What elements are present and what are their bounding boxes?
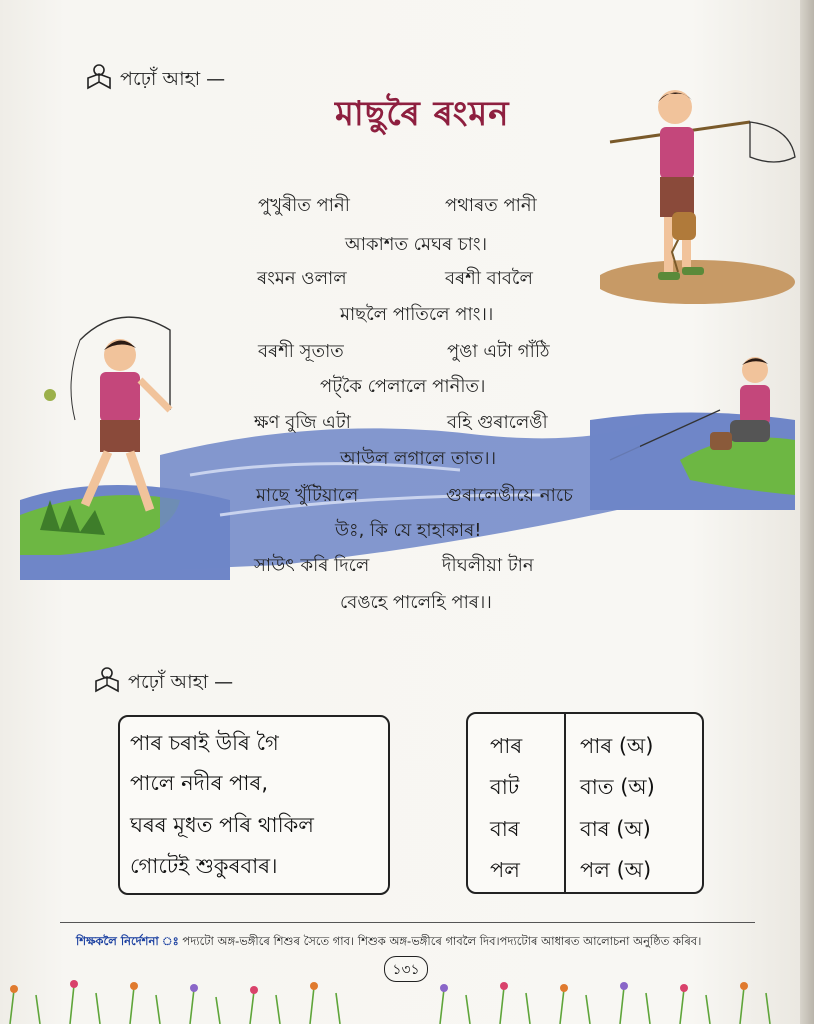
poem-line-7a: ক্ষণ বুজি এটা [254,412,351,433]
poem-line-2: আকাশত মেঘৰ চাং। [345,234,488,255]
poem-line-12: বেঙহে পালেহি পাৰ।। [340,592,492,613]
book-spine [800,0,814,1024]
verse-line-3: ঘৰৰ মূধত পৰি থাকিল [130,813,314,837]
table-cell-1b: পাৰ (অ) [580,734,654,758]
table-cell-1a: পাৰ [490,734,523,758]
verse-box [118,715,390,895]
poem-line-3b: বৰশী বাবলৈ [445,268,533,289]
verse-line-1: পাৰ চৰাই উৰি গৈ [130,731,279,755]
reading-child-icon [92,665,122,700]
poem-line-9b: গুৰালেঙীয়ে নাচে [446,485,573,506]
table-cell-3a: বাৰ [490,817,520,841]
teacher-note-label: শিক্ষকলৈ নিৰ্দেশনা ঃ [76,934,179,948]
poem-line-7b: বহি গুৰালেঙী [447,412,548,433]
table-cell-4a: পল [490,858,520,882]
teacher-note-text: পদ্যটো অঙ্গ-ভঙ্গীৰে শিশুৰ সৈতে গাব। শিশুক অঙ্গ-ভঙ্গীৰে গাবলৈ দিব।পদ্যটোৰ আধাৰত আলোচনা অনুষ্ঠিত কৰিব। [182,934,702,948]
top-heading-text: পঢ়োঁ আহা — [120,68,226,90]
boy-walking-illustration [600,82,800,307]
poem-title: মাছুৰৈ ৰংমন [335,94,510,134]
poem-line-1b: পথাৰত পানী [445,195,537,216]
second-heading-text: পঢ়োঁ আহা — [128,671,234,693]
poem-line-8: আউল লগালে তাত।। [340,448,497,469]
poem-line-9a: মাছে খুঁটিয়ালে [256,485,359,506]
page-number: ১৩১ [392,962,420,978]
poem-line-3a: ৰংমন ওলাল [257,268,347,289]
second-heading [92,665,233,700]
page-number-badge [384,956,428,982]
table-cell-2b: বাত (অ) [580,775,655,799]
poem-line-11b: দীঘলীয়া টান [442,555,534,576]
table-cell-4b: পল (অ) [580,858,652,882]
table-cell-3b: বাৰ (অ) [580,817,651,841]
poem-line-10: উঃ, কি যে হাহাকাৰ! [335,520,482,541]
word-table [466,712,704,894]
poem-line-5b: পুঙা এটা গাঁঠি [447,341,550,362]
table-divider [564,714,566,892]
poem-line-4: মাছলৈ পাতিলে পাং।। [340,304,494,325]
poem-line-1a: পুখুৰীত পানী [258,195,350,216]
verse-line-4: গোটেই শুকুৰবাৰ। [130,854,278,878]
top-heading [84,62,225,97]
poem-line-6: পট্‌কৈ পেলালে পানীত। [320,376,486,397]
table-cell-2a: বাট [490,775,520,799]
footer-rule [60,922,755,923]
poem-line-11a: সাউৎ কৰি দিলে [254,555,370,576]
reading-child-icon [84,62,114,97]
verse-line-2: পালে নদীৰ পাৰ, [130,771,269,795]
poem-line-5a: বৰশী সূতাত [258,341,344,362]
